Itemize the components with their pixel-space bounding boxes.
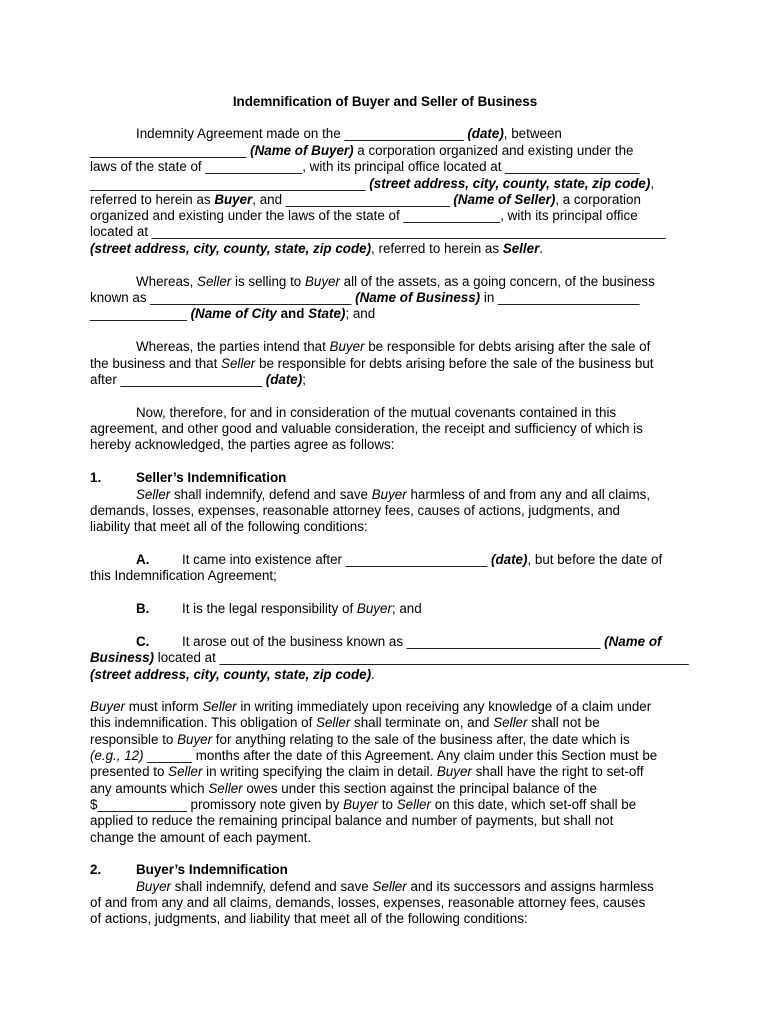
- section-2-line: of actions, judgments, and liability that meet all of the following conditions:: [90, 911, 528, 926]
- paragraph-intro-line: Indemnity Agreement made on the ________________ (date), between: [136, 126, 562, 141]
- paragraph-notice-line: this indemnification. This obligation of Seller shall terminate on, and Seller shall not be: [90, 715, 600, 730]
- section-1-heading: 1. Seller’s Indemnification: [90, 470, 287, 485]
- paragraph-whereas-2-line: Whereas, the parties intend that Buyer be responsible for debts arising after the sale of: [136, 339, 651, 354]
- paragraph-intro-line: located at _____________________________________________________________________: [90, 224, 666, 239]
- paragraph-notice-line: any amounts which Seller owes under this section against the principal balance of the: [90, 781, 597, 796]
- condition-b-line: B. It is the legal responsibility of Buyer; and: [136, 601, 422, 616]
- paragraph-notice-line: $____________ promissory note given by Buyer to Seller on this date, which set-off shall be: [90, 797, 637, 812]
- paragraph-whereas-2-line: after ___________________ (date);: [90, 372, 306, 387]
- paragraph-intro-line: (street address, city, county, state, zip code), referred to herein as Seller.: [90, 241, 544, 256]
- paragraph-whereas-1-line: known as ___________________________ (Name of Business) in ___________________: [90, 290, 640, 305]
- paragraph-whereas-1-line: Whereas, Seller is selling to Buyer all of the assets, as a going concern, of the business: [136, 274, 655, 289]
- section-1-line: demands, losses, expenses, reasonable attorney fees, causes of actions, judgments, and: [90, 503, 620, 518]
- paragraph-whereas-2-line: the business and that Seller be responsible for debts arising before the sale of the business but: [90, 356, 654, 371]
- condition-a-line: this Indemnification Agreement;: [90, 568, 277, 583]
- section-2-line: of and from any and all claims, demands, losses, expenses, reasonable attorney fees, causes: [90, 895, 646, 910]
- section-2-line: Buyer shall indemnify, defend and save Seller and its successors and assigns harmless: [136, 879, 654, 894]
- paragraph-now-therefore-line: agreement, and other good and valuable consideration, the receipt and sufficiency of which is: [90, 421, 643, 436]
- paragraph-intro-line: organized and existing under the laws of the state of _____________, with its principal office: [90, 208, 638, 223]
- paragraph-intro-line: referred to herein as Buyer, and ______________________ (Name of Seller), a corporation: [90, 192, 641, 207]
- paragraph-notice-line: (e.g., 12) ______ months after the date of this Agreement. Any claim under this Section must be: [90, 748, 658, 763]
- paragraph-intro-line: laws of the state of _____________, with its principal office located at __________________: [90, 159, 640, 174]
- paragraph-intro-line: _____________________________________ (street address, city, county, state, zip code),: [90, 176, 655, 191]
- section-1-line: Seller shall indemnify, defend and save Buyer harmless of and from any and all claims,: [136, 487, 651, 502]
- paragraph-now-therefore-line: hereby acknowledged, the parties agree as follows:: [90, 437, 395, 452]
- paragraph-notice-line: Buyer must inform Seller in writing immediately upon receiving any knowledge of a claim under: [90, 699, 652, 714]
- section-1-line: liability that meet all of the following conditions:: [90, 519, 368, 534]
- paragraph-notice-line: change the amount of each payment.: [90, 830, 312, 845]
- paragraph-now-therefore-line: Now, therefore, for and in consideration of the mutual covenants contained in this: [136, 405, 617, 420]
- condition-c-line: Business) located at _______________________________________________________________: [90, 650, 689, 665]
- condition-c-line: (street address, city, county, state, zip code).: [90, 667, 375, 682]
- paragraph-notice-line: responsible to Buyer for anything relating to the sale of the business after, the date which is: [90, 732, 630, 747]
- paragraph-intro-line: _____________________ (Name of Buyer) a corporation organized and existing under the: [90, 143, 634, 158]
- paragraph-notice-line: applied to reduce the remaining principal balance and number of payments, but shall not: [90, 813, 614, 828]
- section-2-heading: 2. Buyer’s Indemnification: [90, 862, 288, 877]
- condition-c-line: C. It arose out of the business known as __________________________ (Name of: [136, 634, 662, 649]
- document-title: Indemnification of Buyer and Seller of Business: [232, 94, 538, 109]
- paragraph-whereas-1-line: _____________ (Name of City and State); and: [90, 306, 376, 321]
- condition-a-line: A. It came into existence after ___________________ (date), but before the date of: [136, 552, 663, 567]
- paragraph-notice-line: presented to Seller in writing specifying the claim in detail. Buyer shall have the right to set-off: [90, 764, 644, 779]
